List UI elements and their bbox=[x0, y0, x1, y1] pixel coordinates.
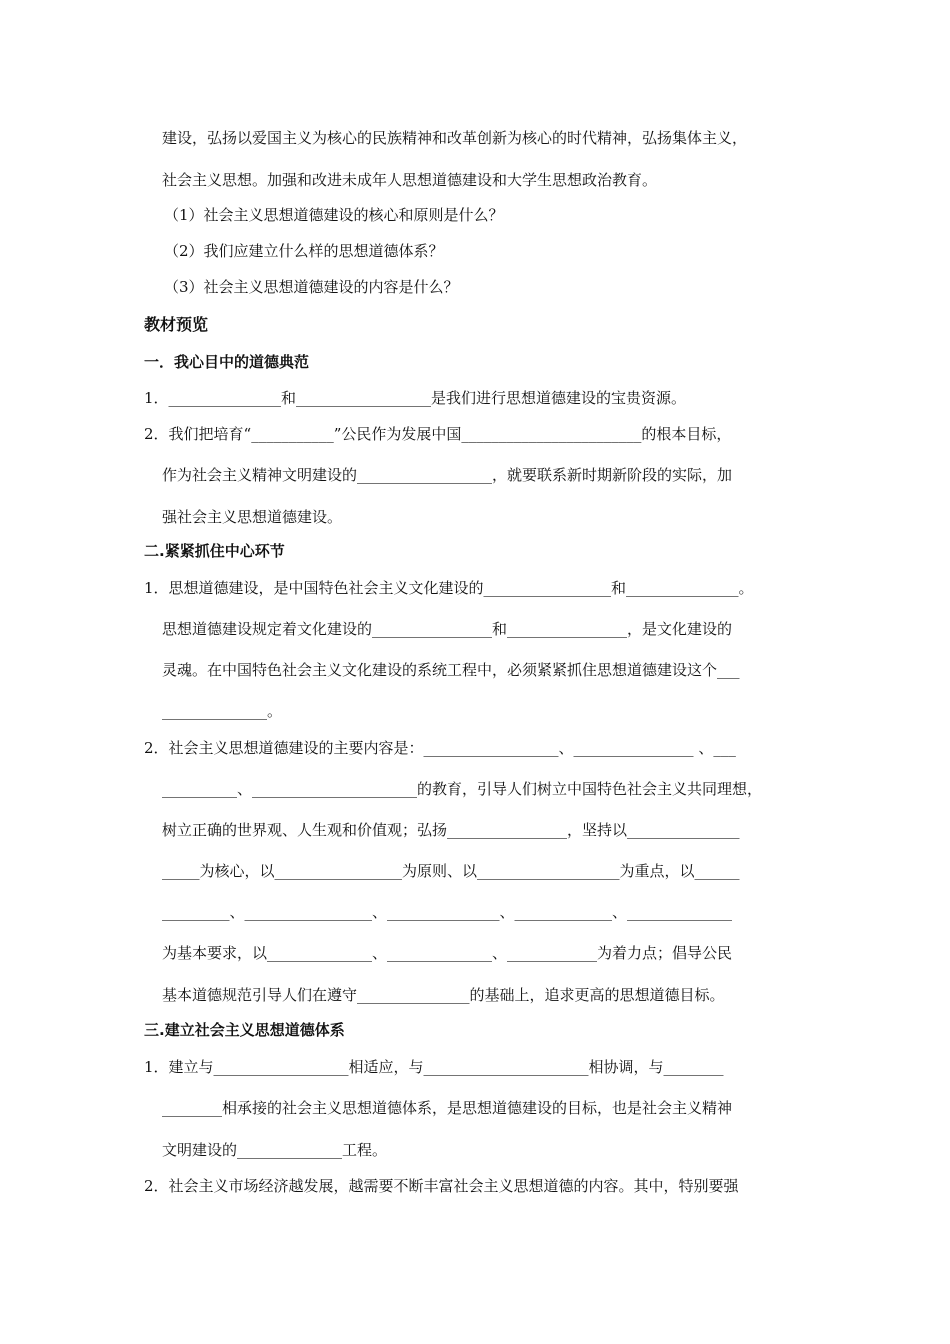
section1-item2-line2: 作为社会主义精神文明建设的__________________，就要联系新时期新阶段的实际，加 bbox=[162, 466, 733, 484]
section2-item2-line2: __________、______________________的教育，引导人们树立中国特色社会主义共同理想， bbox=[162, 780, 763, 798]
section2-heading: 二.紧紧抓住中心环节 bbox=[144, 542, 285, 560]
section2-item2-line5: _________、_________________、_______________、_____________、______________ bbox=[162, 903, 733, 921]
intro-question-3: （3）社会主义思想道德建设的内容是什么？ bbox=[164, 278, 459, 296]
section1-heading: 一．我心目中的道德典范 bbox=[144, 353, 310, 371]
section2-item1-line1: 1．思想道德建设，是中国特色社会主义文化建设的_________________和_______________。 bbox=[144, 579, 754, 597]
section2-item2-line1: 2．社会主义思想道德建设的主要内容是：__________________、________________ 、___ bbox=[144, 739, 736, 757]
intro-line-1: 建设，弘扬以爱国主义为核心的民族精神和改革创新为核心的时代精神，弘扬集体主义， bbox=[162, 129, 748, 147]
section3-item1-line1: 1．建立与__________________相适应，与______________________相协调，与________ bbox=[144, 1058, 724, 1076]
section1-item2-line3: 强社会主义思想道德建设。 bbox=[162, 508, 343, 526]
section2-item2-line3: 树立正确的世界观、人生观和价值观；弘扬________________，坚持以_______________ bbox=[162, 821, 740, 839]
section2-item2-line6: 为基本要求，以______________、______________、____________为着力点；倡导公民 bbox=[162, 944, 733, 962]
section2-item2-line4: _____为核心，以_________________为原则、以___________________为重点，以______ bbox=[162, 862, 740, 880]
section3-heading: 三.建立社会主义思想道德体系 bbox=[144, 1021, 345, 1039]
preview-heading: 教材预览 bbox=[144, 315, 209, 334]
intro-question-1: （1）社会主义思想道德建设的核心和原则是什么？ bbox=[164, 206, 504, 224]
intro-question-2: （2）我们应建立什么样的思想道德体系？ bbox=[164, 242, 444, 260]
section3-item1-line3: 文明建设的______________工程。 bbox=[162, 1141, 388, 1159]
section1-item1: 1．_______________和__________________是我们进行思想道德建设的宝贵资源。 bbox=[144, 389, 687, 407]
section2-item2-line7: 基本道德规范引导人们在遵守_______________的基础上，追求更高的思想道德目标。 bbox=[162, 986, 725, 1004]
intro-line-2: 社会主义思想。加强和改进未成年人思想道德建设和大学生思想政治教育。 bbox=[162, 171, 658, 189]
section2-item1-line2: 思想道德建设规定着文化建设的________________和________________，是文化建设的 bbox=[162, 620, 733, 638]
section3-item2-line1: 2．社会主义市场经济越发展，越需要不断丰富社会主义思想道德的内容。其中，特别要强 bbox=[144, 1177, 739, 1195]
section1-item2-line1: 2．我们把培育“___________”公民作为发展中国________________________的根本目标， bbox=[144, 425, 732, 443]
section2-item1-line3: 灵魂。在中国特色社会主义文化建设的系统工程中，必须紧紧抓住思想道德建设这个___ bbox=[162, 661, 740, 679]
section3-item1-line2: ________相承接的社会主义思想道德体系，是思想道德建设的目标，也是社会主义精神 bbox=[162, 1099, 733, 1117]
section2-item1-line4: ______________。 bbox=[162, 702, 283, 720]
